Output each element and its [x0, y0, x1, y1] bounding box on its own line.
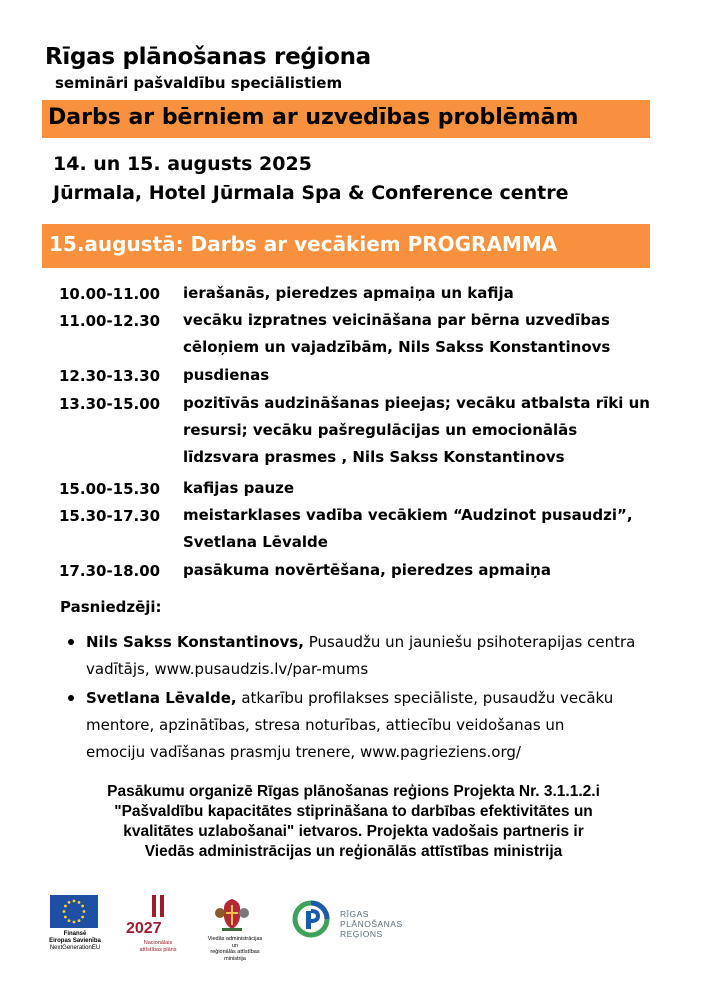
coat-of-arms-icon [212, 895, 252, 933]
schedule-time: 17.30-18.00 [59, 562, 161, 580]
eu-caption [44, 931, 106, 952]
lecturer-desc: Pusaudžu un jauniešu psihoterapijas centra [303, 633, 636, 651]
eu-caption-line: Finansē [63, 931, 87, 937]
ministry-caption-line: reģionālās attīstības [210, 949, 260, 955]
schedule-line: kafijas pauze [183, 479, 295, 497]
program-banner [42, 224, 650, 268]
schedule-desc [183, 390, 650, 471]
bullet-icon [68, 639, 74, 645]
schedule-line: pozitīvās audzināšanas pieejas; vecāku atbalsta rīki un [183, 394, 650, 412]
ministry-caption-line: Viedās administrācijas un [207, 936, 263, 949]
schedule-time: 11.00-12.30 [59, 312, 161, 330]
schedule-time: 10.00-11.00 [59, 285, 161, 303]
sponsor-logos [0, 895, 707, 975]
schedule-desc [183, 280, 514, 307]
topic-banner-text: Darbs ar bērniem ar uzvedības problēmām [48, 105, 579, 130]
rpr-ring-icon [292, 900, 330, 938]
lecturer-name: Svetlana Lēvalde, [86, 689, 237, 707]
schedule-desc [183, 557, 551, 584]
schedule-time: 12.30-13.30 [59, 367, 161, 385]
nap-bars-icon [144, 895, 174, 917]
schedule-line: meistarklases vadība vecākiem “Audzinot pusaudzi”, [183, 506, 633, 524]
schedule-line: resursi; vecāku pašregulācijas un emocionālās [183, 421, 578, 439]
topic-banner [42, 100, 650, 138]
schedule-time: 15.00-15.30 [59, 480, 161, 498]
nap-mark-icon [144, 895, 174, 917]
organizer-line: Pasākumu organizē Rīgas plānošanas reģions Projekta Nr. 3.1.1.2.i [107, 783, 600, 800]
lecturer-text [86, 629, 635, 683]
schedule-desc [183, 475, 294, 502]
rpr-caption-line: PLĀNOŠANAS [340, 919, 403, 929]
lecturer-text [86, 685, 613, 766]
ministry-caption [205, 936, 265, 962]
eu-caption-line: Eiropas Savienība [49, 938, 101, 944]
ministry-caption-line: ministrija [224, 955, 246, 962]
event-date: 14. un 15. augusts 2025 [53, 153, 312, 175]
rpr-caption-line: RĪGAS [340, 909, 369, 919]
schedule-line: pusdienas [183, 366, 270, 384]
schedule-desc [183, 502, 633, 556]
organizer-line: kvalitātes uzlabošanai" ietvaros. Projekta vadošais partneris ir [123, 823, 584, 840]
organizer-line: "Pašvaldību kapacitātes stiprināšana to darbības efektivitātes un [114, 803, 593, 820]
event-venue: Jūrmala, Hotel Jūrmala Spa & Conference centre [53, 182, 569, 204]
schedule-line: ierašanās, pieredzes apmaiņa un kafija [183, 284, 514, 302]
rpr-caption [340, 909, 403, 939]
schedule-desc [183, 362, 269, 389]
nap-year: 2027 [126, 920, 162, 937]
organizer-line: Viedās administrācijas un reģionālās attīstības ministrija [144, 843, 563, 860]
nap-caption [130, 940, 186, 953]
org-subtitle: semināri pašvaldību speciālistiem [55, 74, 343, 92]
rpr-logo-icon [292, 900, 330, 938]
lecturers-heading: Pasniedzēji: [60, 598, 162, 616]
coat-shield-icon [212, 895, 252, 933]
nap-caption-line: attīstības plāns [139, 946, 177, 953]
schedule-line: Svetlana Lēvalde [183, 533, 328, 551]
schedule-time: 15.30-17.30 [59, 507, 161, 525]
eu-stars-icon [50, 895, 98, 928]
schedule-desc [183, 307, 610, 361]
lecturer-desc: atkarību profilakses speciāliste, pusaudžu vecāku [236, 689, 614, 707]
organizer-note [0, 782, 707, 862]
bullet-icon [68, 695, 74, 701]
nap-caption-line: Nacionālais [143, 940, 173, 946]
lecturer-name: Nils Sakss Konstantinovs, [86, 633, 304, 651]
rpr-caption-line: REĢIONS [340, 929, 383, 939]
eu-flag-icon [50, 895, 98, 928]
schedule-line: vecāku izpratnes veicināšana par bērna uzvedības [183, 311, 610, 329]
eu-caption-line: NextGenerationEU [49, 945, 101, 951]
schedule-line: cēloņiem un vajadzībām, Nils Sakss Konstantinovs [183, 338, 611, 356]
lecturer-desc: emociju vadīšanas prasmju trenere, www.pagrieziens.org/ [86, 743, 521, 761]
org-title: Rīgas plānošanas reģiona [45, 44, 371, 70]
schedule-time: 13.30-15.00 [59, 395, 161, 413]
schedule-line: pasākuma novērtēšana, pieredzes apmaiņa [183, 561, 551, 579]
lecturer-desc: vadītājs, www.pusaudzis.lv/par-mums [86, 660, 369, 678]
program-heading: 15.augustā: Darbs ar vecākiem PROGRAMMA [49, 232, 558, 256]
lecturer-desc: mentore, apzinātības, stresa noturības, attiecību veidošanas un [86, 716, 565, 734]
schedule-line: līdzsvara prasmes , Nils Sakss Konstantinovs [183, 448, 565, 466]
